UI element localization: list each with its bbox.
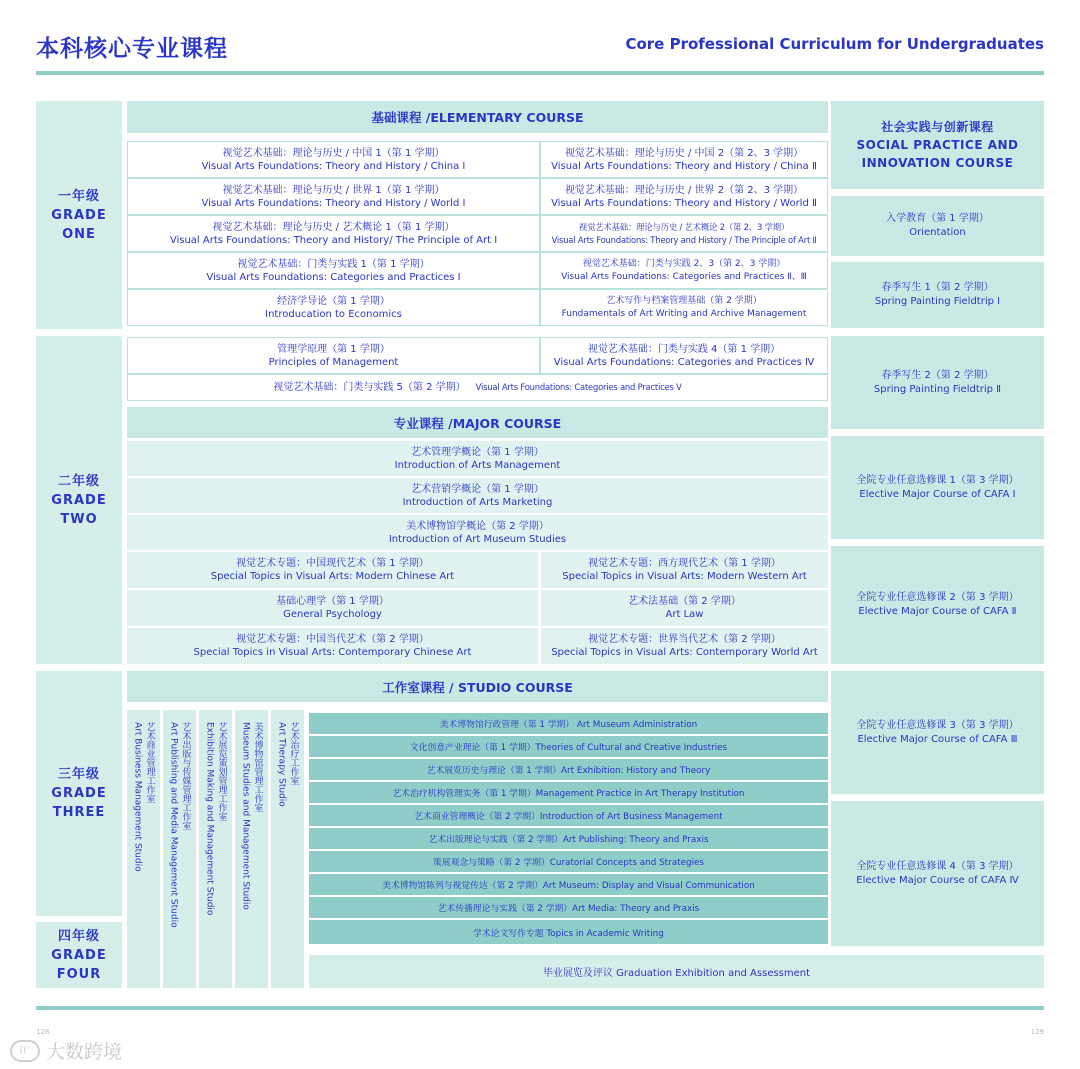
studio-column: Museum Studies and Management Studio 美术博物馆管理工作室	[235, 710, 268, 988]
course-cell: 视觉艺术专题：中国当代艺术（第 2 学期） Special Topics in Visual Arts: Contemporary Chinese Art	[127, 628, 538, 664]
grade-three-label: 三年级 GRADE THREE	[36, 671, 122, 916]
course-cell: 视觉艺术基础：理论与历史 / 艺术概论 1（第 1 学期） Visual Arts Foundations: Theory and History/ The Principle of Art Ⅰ	[127, 215, 540, 252]
social-course: 春季写生 1（第 2 学期） Spring Painting Fieldtrip Ⅰ	[831, 262, 1044, 328]
watermark: ((ᵔ 大数跨境	[10, 1037, 122, 1064]
studio-course-bar: 艺术展览历史与理论（第 1 学期）Art Exhibition: History and Theory	[309, 759, 828, 780]
course-cell: 视觉艺术专题：中国现代艺术（第 1 学期） Special Topics in Visual Arts: Modern Chinese Art	[127, 552, 538, 588]
bottom-divider	[36, 1006, 1044, 1010]
course-cell: 视觉艺术基础：门类与实践 4（第 1 学期） Visual Arts Foundations: Categories and Practices Ⅳ	[540, 337, 828, 374]
grade-two-label: 二年级 GRADE TWO	[36, 336, 122, 664]
course-cell: 艺术写作与档案管理基础（第 2 学期） Fundamentals of Art Writing and Archive Management	[540, 289, 828, 326]
page-title-en: Core Professional Curriculum for Undergraduates	[625, 35, 1044, 53]
social-course: 全院专业任意选修课 1（第 3 学期） Elective Major Course of CAFA Ⅰ	[831, 436, 1044, 539]
watermark-logo-icon: ((ᵔ	[10, 1040, 40, 1062]
studio-column: Exhibition Making and Management Studio 艺术展览策划管理工作室	[199, 710, 232, 988]
course-cell: 美术博物馆学概论（第 2 学期） Introduction of Art Museum Studies	[127, 515, 828, 550]
course-cell: 管理学原理（第 1 学期） Principles of Management	[127, 337, 540, 374]
studio-column: Art Business Management Studio 艺术商业管理工作室	[127, 710, 160, 988]
studio-course-bar: 美术博物馆行政管理（第 1 学期） Art Museum Administration	[309, 713, 828, 734]
social-course: 全院专业任意选修课 3（第 3 学期） Elective Major Course of CAFA Ⅲ	[831, 671, 1044, 794]
studio-course-bar: 美术博物馆陈列与视觉传达（第 2 学期）Art Museum: Display and Visual Communication	[309, 874, 828, 895]
social-course: 春季写生 2（第 2 学期） Spring Painting Fieldtrip Ⅱ	[831, 336, 1044, 429]
top-divider	[36, 71, 1044, 75]
course-cell: 视觉艺术基础：门类与实践 1（第 1 学期） Visual Arts Foundations: Categories and Practices Ⅰ	[127, 252, 540, 289]
social-course: 全院专业任意选修课 4（第 3 学期） Elective Major Course of CAFA Ⅳ	[831, 801, 1044, 946]
studio-course-bar: 艺术传播理论与实践（第 2 学期）Art Media: Theory and Praxis	[309, 897, 828, 918]
grade-one-label: 一年级 GRADE ONE	[36, 101, 122, 329]
course-cell: 视觉艺术基础：理论与历史 / 艺术概论 2（第 2、3 学期） Visual Arts Foundations: Theory and History / The Principle of Art Ⅱ	[540, 215, 828, 252]
studio-course-bar: 艺术出版理论与实践（第 2 学期）Art Publishing: Theory and Praxis	[309, 828, 828, 849]
course-cell: 视觉艺术基础：理论与历史 / 中国 1（第 1 学期） Visual Arts Foundations: Theory and History / China Ⅰ	[127, 141, 540, 178]
grade-four-label: 四年级 GRADE FOUR	[36, 922, 122, 988]
course-cell: 艺术法基础（第 2 学期） Art Law	[541, 590, 828, 626]
course-cell: 艺术营销学概论（第 1 学期） Introduction of Arts Marketing	[127, 478, 828, 513]
studio-course-bar: 艺术商业管理概论（第 2 学期）Introduction of Art Business Management	[309, 805, 828, 826]
social-course: 全院专业任意选修课 2（第 3 学期） Elective Major Course of CAFA Ⅱ	[831, 546, 1044, 664]
course-cell: 基础心理学（第 1 学期） General Psychology	[127, 590, 538, 626]
studio-column: Art Publishing and Media Management Studio 艺术出版与传媒管理工作室	[163, 710, 196, 988]
studio-course-bar: 策展观念与策略（第 2 学期）Curatorial Concepts and Strategies	[309, 851, 828, 872]
page-number-left: 128	[36, 1028, 50, 1036]
elementary-course-header: 基础课程 /ELEMENTARY COURSE	[127, 101, 828, 133]
course-cell: 视觉艺术基础：理论与历史 / 中国 2（第 2、3 学期） Visual Arts Foundations: Theory and History / China Ⅱ	[540, 141, 828, 178]
studio-course-bar: 学术论文写作专题 Topics in Academic Writing	[309, 920, 828, 944]
course-cell: 视觉艺术基础：理论与历史 / 世界 2（第 2、3 学期） Visual Arts Foundations: Theory and History / World Ⅱ	[540, 178, 828, 215]
studio-course-header: 工作室课程 / STUDIO COURSE	[127, 671, 828, 702]
course-cell: 视觉艺术基础：门类与实践 5（第 2 学期） Visual Arts Foundations: Categories and Practices Ⅴ	[127, 374, 828, 401]
studio-column: Art Therapy Studio 艺术治疗工作室	[271, 710, 304, 988]
graduation-exhibition: 毕业展览及评议 Graduation Exhibition and Assessment	[309, 955, 1044, 988]
major-course-header: 专业课程 /MAJOR COURSE	[127, 407, 828, 438]
course-cell: 视觉艺术专题：西方现代艺术（第 1 学期） Special Topics in Visual Arts: Modern Western Art	[541, 552, 828, 588]
studio-course-bar: 文化创意产业理论（第 1 学期）Theories of Cultural and Creative Industries	[309, 736, 828, 757]
page-number-right: 129	[1030, 1028, 1044, 1036]
course-cell: 视觉艺术基础：门类与实践 2、3（第 2、3 学期） Visual Arts Foundations: Categories and Practices Ⅱ、Ⅲ	[540, 252, 828, 289]
course-cell: 艺术管理学概论（第 1 学期） Introduction of Arts Management	[127, 441, 828, 476]
course-cell: 视觉艺术专题：世界当代艺术（第 2 学期） Special Topics in Visual Arts: Contemporary World Art	[541, 628, 828, 664]
course-cell: 经济学导论（第 1 学期） Introducation to Economics	[127, 289, 540, 326]
social-practice-header: 社会实践与创新课程 SOCIAL PRACTICE AND INNOVATION COURSE	[831, 101, 1044, 189]
social-course: 入学教育（第 1 学期） Orientation	[831, 196, 1044, 256]
studio-course-bar: 艺术治疗机构管理实务（第 1 学期）Management Practice in Art Therapy Institution	[309, 782, 828, 803]
page-title: 本科核心专业课程	[36, 36, 228, 62]
course-cell: 视觉艺术基础：理论与历史 / 世界 1（第 1 学期） Visual Arts Foundations: Theory and History / World Ⅰ	[127, 178, 540, 215]
